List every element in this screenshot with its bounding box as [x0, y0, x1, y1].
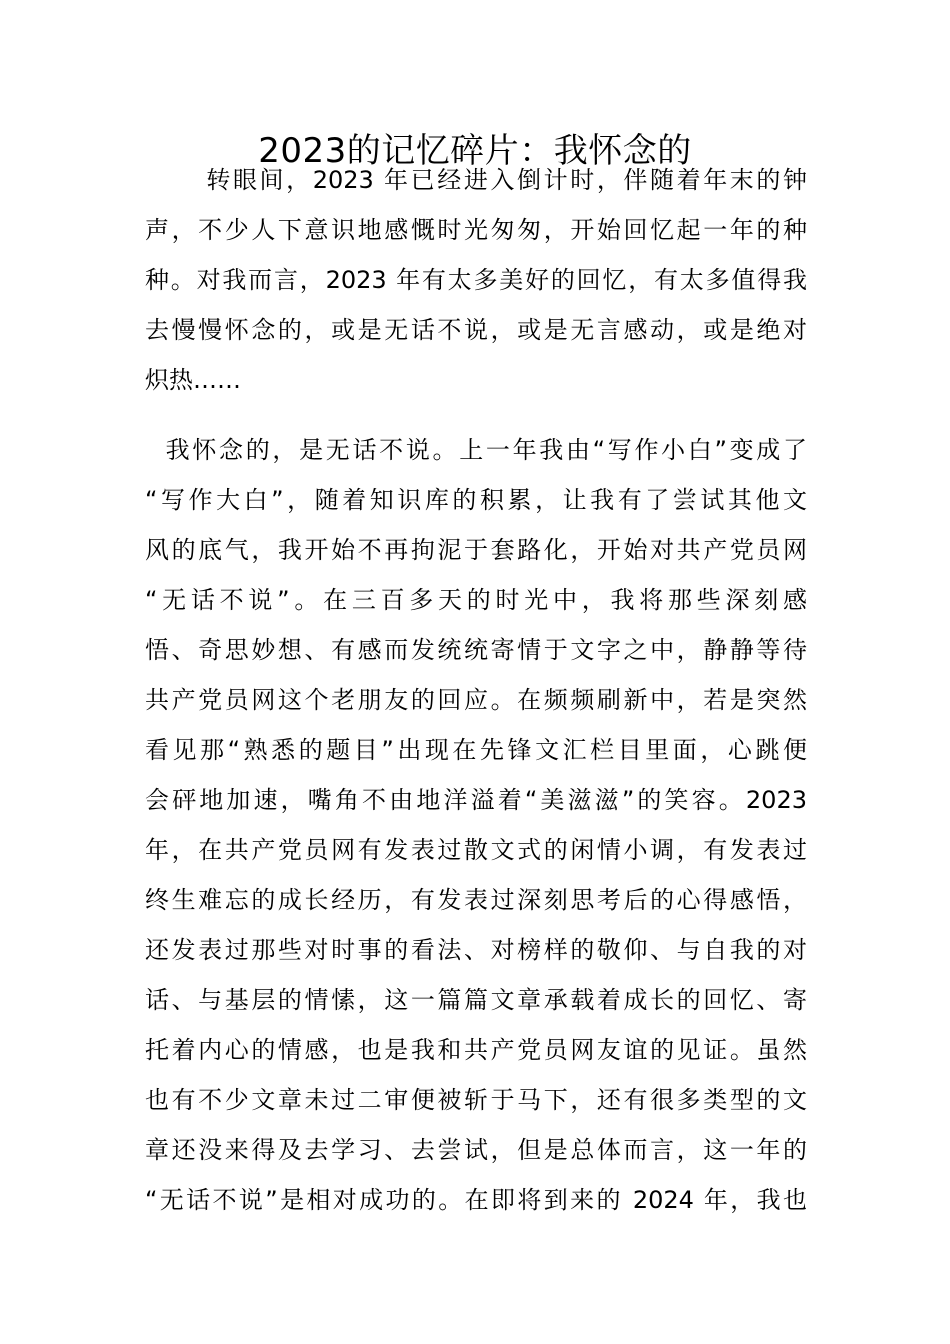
- text-line: 风的底气，我开始不再拘泥于套路化，开始对共产党员网: [145, 536, 807, 564]
- paragraph-body: [145, 425, 807, 1225]
- document-title: 2023的记忆碎片：我怀念的: [258, 131, 692, 171]
- text-line: “无话不说”。在三百多天的时光中，我将那些深刻感: [145, 586, 807, 614]
- text-line: 种。对我而言，2023 年有太多美好的回忆，有太多值得我: [145, 266, 807, 294]
- text-line: 还发表过那些对时事的看法、对榜样的敬仰、与自我的对: [145, 936, 807, 964]
- text-line: 去慢慢怀念的，或是无话不说，或是无言感动，或是绝对: [145, 316, 807, 344]
- text-line: 章还没来得及去学习、去尝试，但是总体而言，这一年的: [145, 1136, 807, 1164]
- text-line: 转眼间，2023 年已经进入倒计时，伴随着年末的钟: [145, 166, 807, 194]
- text-line: 共产党员网这个老朋友的回应。在频频刷新中，若是突然: [145, 686, 807, 714]
- text-line: 我怀念的，是无话不说。上一年我由“写作小白”变成了: [145, 436, 807, 464]
- text-line: 话、与基层的情愫，这一篇篇文章承载着成长的回忆、寄: [145, 986, 807, 1014]
- text-line: 悟、奇思妙想、有感而发统统寄情于文字之中，静静等待: [145, 636, 807, 664]
- text-line: 终生难忘的成长经历，有发表过深刻思考后的心得感悟，: [145, 886, 807, 914]
- text-line: 看见那“熟悉的题目”出现在先锋文汇栏目里面，心跳便: [145, 736, 807, 764]
- paragraph-intro: [145, 155, 807, 405]
- text-line: 会砰地加速，嘴角不由地洋溢着“美滋滋”的笑容。2023: [145, 786, 807, 814]
- text-line: 也有不少文章未过二审便被斩于马下，还有很多类型的文: [145, 1086, 807, 1114]
- text-line: 托着内心的情感，也是我和共产党员网友谊的见证。虽然: [145, 1036, 807, 1064]
- text-line: “无话不说”是相对成功的。在即将到来的 2024 年，我也: [145, 1186, 807, 1214]
- text-line: “写作大白”，随着知识库的积累，让我有了尝试其他文: [145, 486, 807, 514]
- text-line: 炽热……: [145, 366, 241, 394]
- text-line: 声，不少人下意识地感慨时光匆匆，开始回忆起一年的种: [145, 216, 807, 244]
- text-line: 年，在共产党员网有发表过散文式的闲情小调，有发表过: [145, 836, 807, 864]
